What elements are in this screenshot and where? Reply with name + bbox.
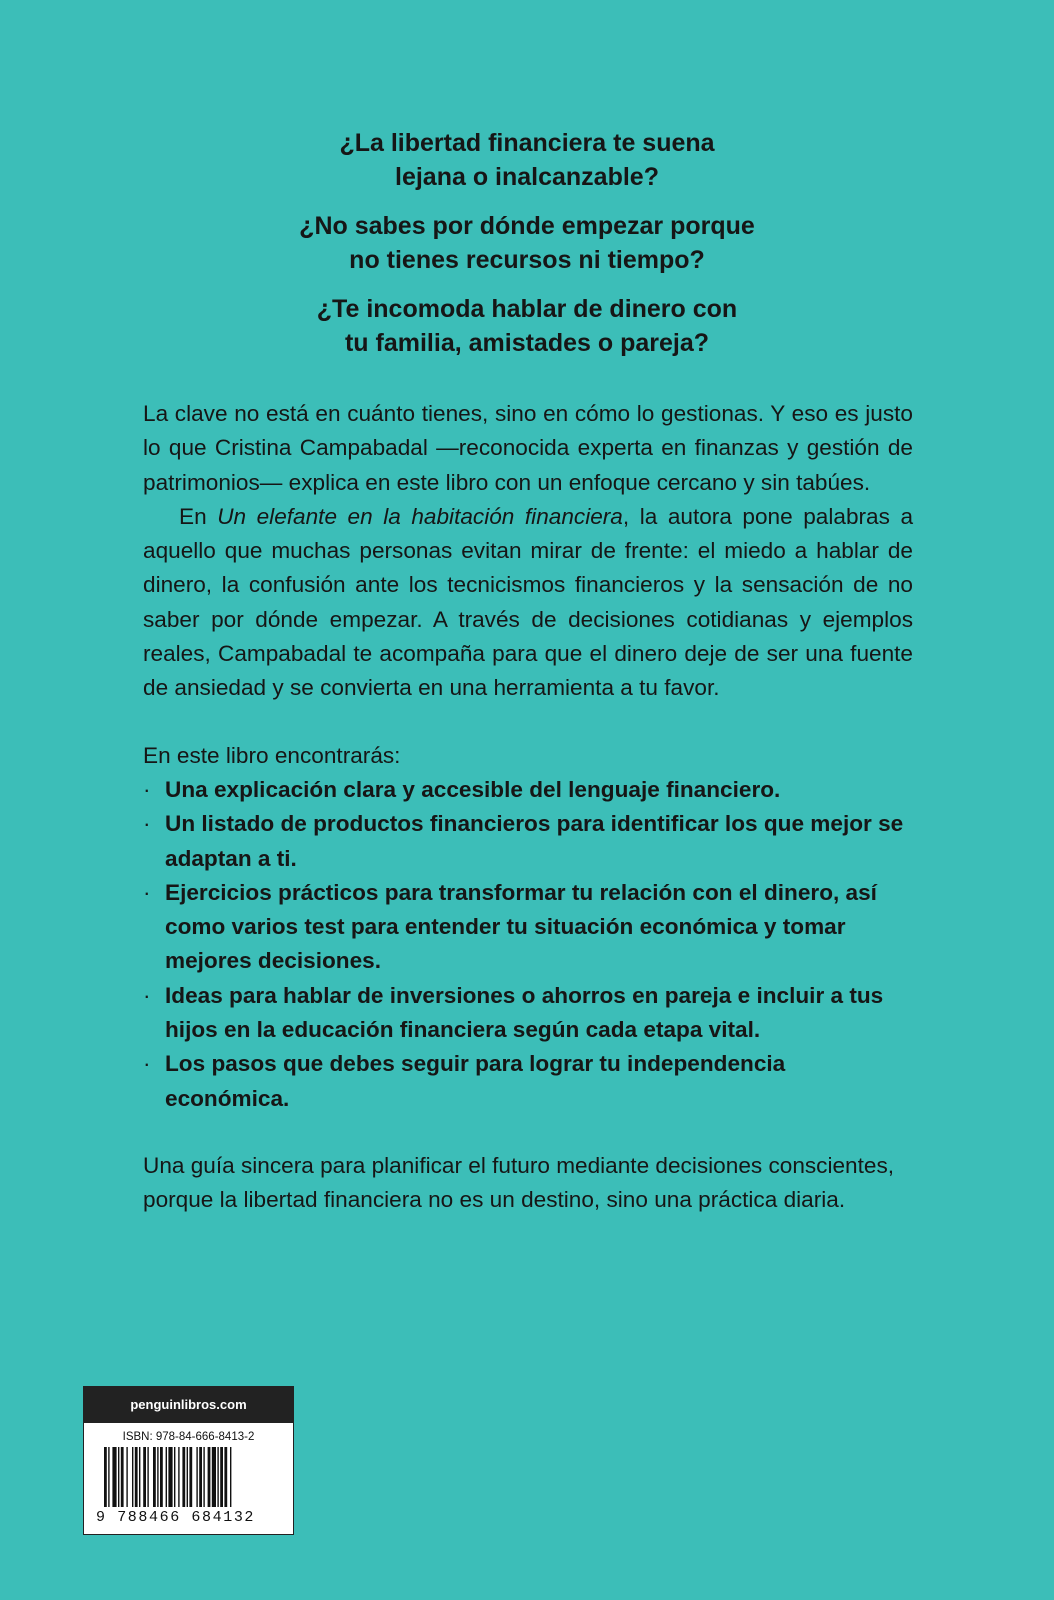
feature-item bbox=[143, 1047, 913, 1116]
barcode-bar bbox=[220, 1447, 223, 1507]
question-3 bbox=[0, 292, 1054, 360]
barcode-bar bbox=[199, 1447, 202, 1507]
barcode-bar bbox=[187, 1447, 188, 1507]
barcode-bar bbox=[139, 1447, 140, 1507]
second-paragraph-prefix: En bbox=[179, 503, 218, 529]
barcode-bar bbox=[230, 1447, 231, 1507]
bullet-icon: · bbox=[143, 982, 151, 1008]
barcode-bar bbox=[203, 1447, 204, 1507]
feature-item bbox=[143, 773, 913, 807]
barcode-bar bbox=[157, 1447, 158, 1507]
barcode-icon bbox=[104, 1447, 274, 1507]
barcode-bar bbox=[160, 1447, 163, 1507]
barcode-bar bbox=[118, 1447, 119, 1507]
website-label: penguinlibros.com bbox=[84, 1387, 293, 1423]
barcode-digits: 9 788466 684132 bbox=[96, 1509, 256, 1526]
second-paragraph-rest: , la autora pone palabras a aquello que muchas personas evitan mirar de frente: el miedo a hablar de dinero, la confusión ante los tecnicismos financieros y la sensación de no saber por dónde empezar. A través de decisiones cotidianas y ejemplos reales, Campabadal te acompaña para que el dinero deje de ser una fuente de ansiedad y se convierta en una herramienta a tu favor. bbox=[143, 503, 914, 701]
list-intro: En este libro encontrarás: bbox=[143, 742, 401, 768]
second-paragraph bbox=[143, 500, 913, 706]
question-2-line-2: no tienes recursos ni tiempo? bbox=[349, 246, 705, 274]
feature-text: Un listado de productos financieros para identificar los que mejor se adaptan a ti. bbox=[165, 811, 904, 871]
closing-paragraph: Una guía sincera para planificar el futuro mediante decisiones conscientes, porque la libertad financiera no es un destino, sino una práctica diaria. bbox=[143, 1152, 895, 1213]
feature-item bbox=[143, 979, 913, 1048]
feature-text: Ideas para hablar de inversiones o ahorros en pareja e incluir a tus hijos en la educación financiera según cada etapa vital. bbox=[165, 982, 884, 1043]
barcode-bar bbox=[121, 1447, 124, 1507]
isbn-label: ISBN: 978-84-666-8413-2 bbox=[122, 1431, 255, 1443]
barcode-bar bbox=[104, 1447, 107, 1507]
feature-text: Una explicación clara y accesible del lenguaje financiero. bbox=[165, 776, 781, 802]
bullet-icon: · bbox=[143, 879, 151, 905]
barcode-bar bbox=[153, 1447, 156, 1507]
bullet-icon: · bbox=[143, 776, 151, 802]
question-1-line-1: ¿La libertad financiera te suena bbox=[339, 129, 715, 157]
book-title: Un elefante en la habitación financiera bbox=[217, 503, 623, 529]
feature-item bbox=[143, 876, 913, 979]
question-1-line-2: lejana o inalcanzable? bbox=[395, 163, 659, 191]
barcode-bar bbox=[135, 1447, 138, 1507]
barcode-bar bbox=[166, 1447, 167, 1507]
barcode-bar bbox=[189, 1447, 192, 1507]
feature-item bbox=[143, 807, 913, 876]
barcode-bar bbox=[212, 1447, 216, 1507]
barcode-bar bbox=[196, 1447, 197, 1507]
questions-block bbox=[0, 126, 1054, 375]
question-1 bbox=[0, 126, 1054, 194]
bullet-icon: · bbox=[143, 1051, 151, 1077]
barcode-bar bbox=[182, 1447, 185, 1507]
features-list bbox=[143, 773, 913, 1116]
bullet-icon: · bbox=[143, 811, 151, 837]
body-copy bbox=[143, 397, 913, 1218]
barcode-bar bbox=[108, 1447, 109, 1507]
barcode-bar bbox=[132, 1447, 133, 1507]
barcode-box bbox=[83, 1386, 294, 1535]
barcode-bar bbox=[112, 1447, 116, 1507]
feature-text: Los pasos que debes seguir para lograr tu independencia económica. bbox=[165, 1051, 786, 1111]
barcode-bar bbox=[178, 1447, 179, 1507]
barcode-bar bbox=[147, 1447, 148, 1507]
barcode-bar bbox=[168, 1447, 172, 1507]
barcode-bar bbox=[208, 1447, 211, 1507]
question-3-line-1: ¿Te incomoda hablar de dinero con bbox=[316, 295, 738, 323]
barcode-bar bbox=[174, 1447, 175, 1507]
barcode-bar bbox=[217, 1447, 218, 1507]
question-3-line-2: tu familia, amistades o pareja? bbox=[344, 329, 709, 357]
barcode-bar bbox=[126, 1447, 127, 1507]
barcode-bar bbox=[143, 1447, 146, 1507]
intro-paragraph: La clave no está en cuánto tienes, sino en cómo lo gestionas. Y eso es justo lo que Cristina Campabadal —reconocida experta en finanzas y gestión de patrimonios— explica en este libro con un enfoque cercano y sin tabúes. bbox=[143, 401, 913, 495]
feature-text: Ejercicios prácticos para transformar tu relación con el dinero, así como varios test para entender tu situación económica y tomar mejores decisiones. bbox=[165, 879, 877, 974]
question-2-line-1: ¿No sabes por dónde empezar porque bbox=[299, 212, 755, 240]
question-2 bbox=[0, 209, 1054, 277]
barcode-bar bbox=[224, 1447, 227, 1507]
